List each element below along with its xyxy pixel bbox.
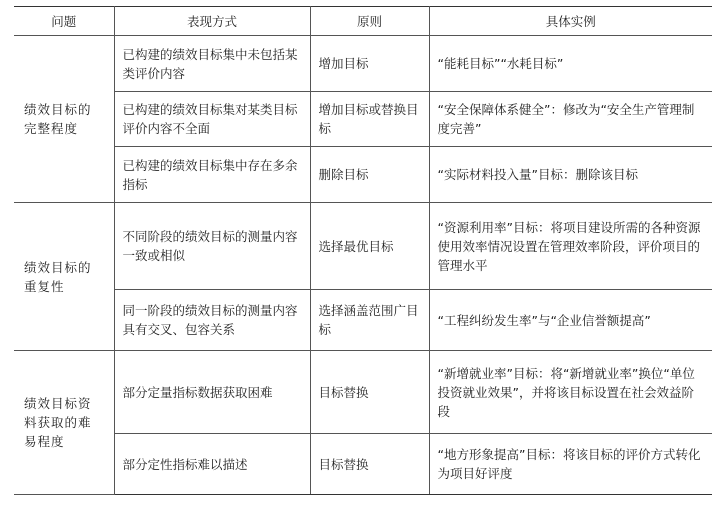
principle-cell: 增加目标: [310, 36, 429, 92]
issue-cell-data-difficulty: 绩效目标资料获取的难易程度: [14, 351, 114, 495]
example-cell: “资源利用率”目标：将项目建设所需的各种资源使用效率情况设置在管理效率阶段，评价项目的管理水平: [429, 203, 712, 290]
performance-goal-table: [14, 6, 712, 495]
manifestation-cell: 同一阶段的绩效目标的测量内容具有交叉、包容关系: [114, 290, 310, 351]
principle-cell: 选择最优目标: [310, 203, 429, 290]
principle-cell: 目标替换: [310, 351, 429, 434]
table-row: [14, 434, 712, 495]
table-row: [14, 290, 712, 351]
issue-cell-completeness: 绩效目标的完整程度: [14, 36, 114, 203]
manifestation-cell: 已构建的绩效目标集中未包括某类评价内容: [114, 36, 310, 92]
header-principle: 原则: [310, 7, 429, 36]
issue-cell-duplication: 绩效目标的重复性: [14, 203, 114, 351]
manifestation-cell: 部分定性指标难以描述: [114, 434, 310, 495]
table-row: [14, 92, 712, 147]
principle-cell: 选择涵盖范围广目标: [310, 290, 429, 351]
principle-cell: 目标替换: [310, 434, 429, 495]
header-example: 具体实例: [429, 7, 712, 36]
header-manifestation: 表现方式: [114, 7, 310, 36]
example-cell: “工程纠纷发生率”与“企业信誉额提高”: [429, 290, 712, 351]
example-cell: “新增就业率”目标：将“新增就业率”换位“单位投资就业效果”，并将该目标设置在社会效益阶段: [429, 351, 712, 434]
example-cell: “地方形象提高”目标：将该目标的评价方式转化为项目好评度: [429, 434, 712, 495]
table-row: [14, 351, 712, 434]
header-issue: 问题: [14, 7, 114, 36]
manifestation-cell: 部分定量指标数据获取困难: [114, 351, 310, 434]
table-row: [14, 36, 712, 92]
manifestation-cell: 已构建的绩效目标集对某类目标评价内容不全面: [114, 92, 310, 147]
table-row: [14, 203, 712, 290]
table-header-row: [14, 7, 712, 36]
example-cell: “实际材料投入量”目标：删除该目标: [429, 147, 712, 203]
performance-goal-table-container: [14, 6, 712, 495]
example-cell: “安全保障体系健全”：修改为“安全生产管理制度完善”: [429, 92, 712, 147]
example-cell: “能耗目标”“水耗目标”: [429, 36, 712, 92]
manifestation-cell: 已构建的绩效目标集中存在多余指标: [114, 147, 310, 203]
table-row: [14, 147, 712, 203]
principle-cell: 删除目标: [310, 147, 429, 203]
principle-cell: 增加目标或替换目标: [310, 92, 429, 147]
manifestation-cell: 不同阶段的绩效目标的测量内容一致或相似: [114, 203, 310, 290]
